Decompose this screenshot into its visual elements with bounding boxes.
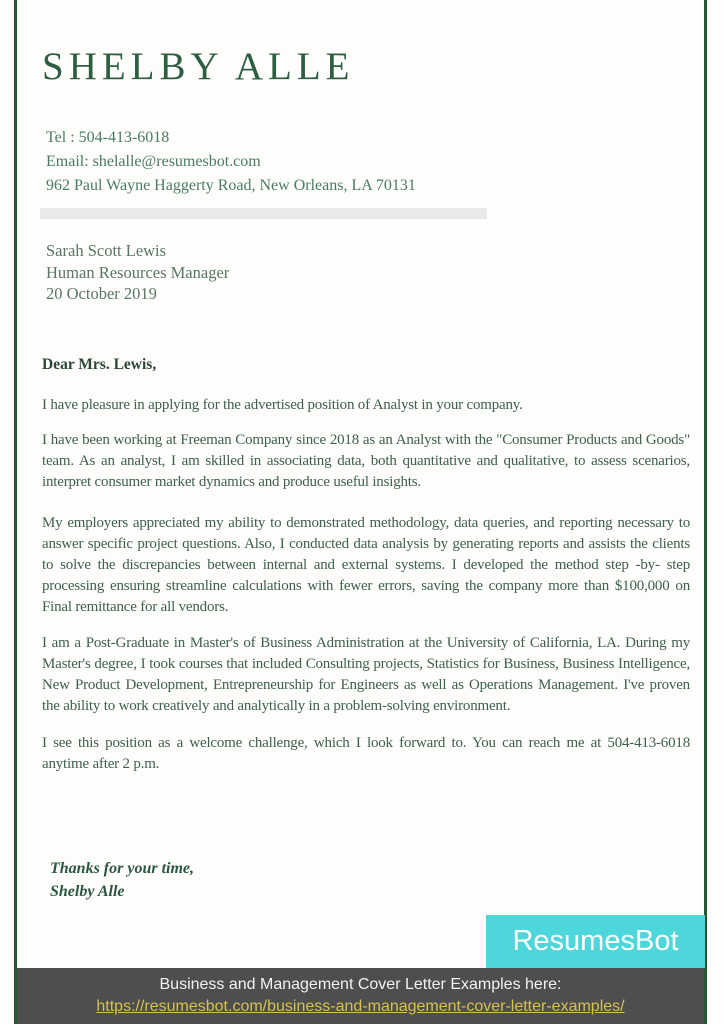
closing-block (50, 857, 194, 903)
resumesbot-logo-text: ResumesBot (512, 925, 679, 957)
letter-paragraph: I see this position as a welcome challenge, which I look forward to. You can reach me at 504-413-6018 anytime after 2 p.m. (42, 735, 690, 772)
letter-paragraph: My employers appreciated my ability to demonstrated methodology, data queries, and reporting necessary to answer specific project questions. Also, I conducted data analysis by generating reports and assists the clients to solve the discrepancies between internal and external systems. I developed the method step -by- step processing ensuring streamline calculations with fewer errors, saving the company more than $100,000 on Final remittance for all vendors. (42, 515, 690, 615)
contact-address: 962 Paul Wayne Haggerty Road, New Orleans, LA 70131 (46, 177, 416, 194)
recipient-title: Human Resources Manager (46, 262, 230, 282)
closing-line: Thanks for your time, (50, 860, 195, 877)
recipient-block (46, 240, 229, 305)
letter-date: 20 October 2019 (46, 284, 157, 303)
footer-bar (17, 968, 704, 1024)
letter-paragraph: I have pleasure in applying for the advertised position of Analyst in your company. (42, 397, 523, 413)
letter-paragraph: I am a Post-Graduate in Master's of Business Administration at the University of California, LA. During my Master's degree, I took courses that included Consulting projects, Statistics for Business, Business Intelligence, New Product Development, Entrepreneurship for Engineers as well as Operations Management. I've proven the ability to work creatively and analytically in a problem-solving environment. (42, 635, 690, 714)
right-border-rule (704, 0, 707, 1024)
left-border-rule (14, 0, 17, 1024)
contact-email: Email: shelalle@resumesbot.com (46, 153, 261, 170)
resumesbot-logo-box (486, 915, 705, 968)
salutation: Dear Mrs. Lewis, (42, 356, 157, 373)
footer-link[interactable]: https://resumesbot.com/business-and-management-cover-letter-examples/ (96, 998, 625, 1015)
page-title: SHELBY ALLE (42, 45, 355, 88)
recipient-name: Sarah Scott Lewis (46, 241, 167, 260)
divider-bar (40, 208, 487, 219)
contact-tel: Tel : 504-413-6018 (46, 129, 170, 146)
signature-name: Shelby Alle (50, 883, 125, 900)
contact-block (46, 126, 416, 198)
footer-heading: Business and Management Cover Letter Examples here: (159, 976, 562, 993)
letter-paragraph: I have been working at Freeman Company since 2018 as an Analyst with the "Consumer Products and Goods" team. As an analyst, I am skilled in associating data, both quantitative and qualitative, to assess scenarios, interpret consumer market dynamics and produce useful insights. (42, 432, 690, 490)
